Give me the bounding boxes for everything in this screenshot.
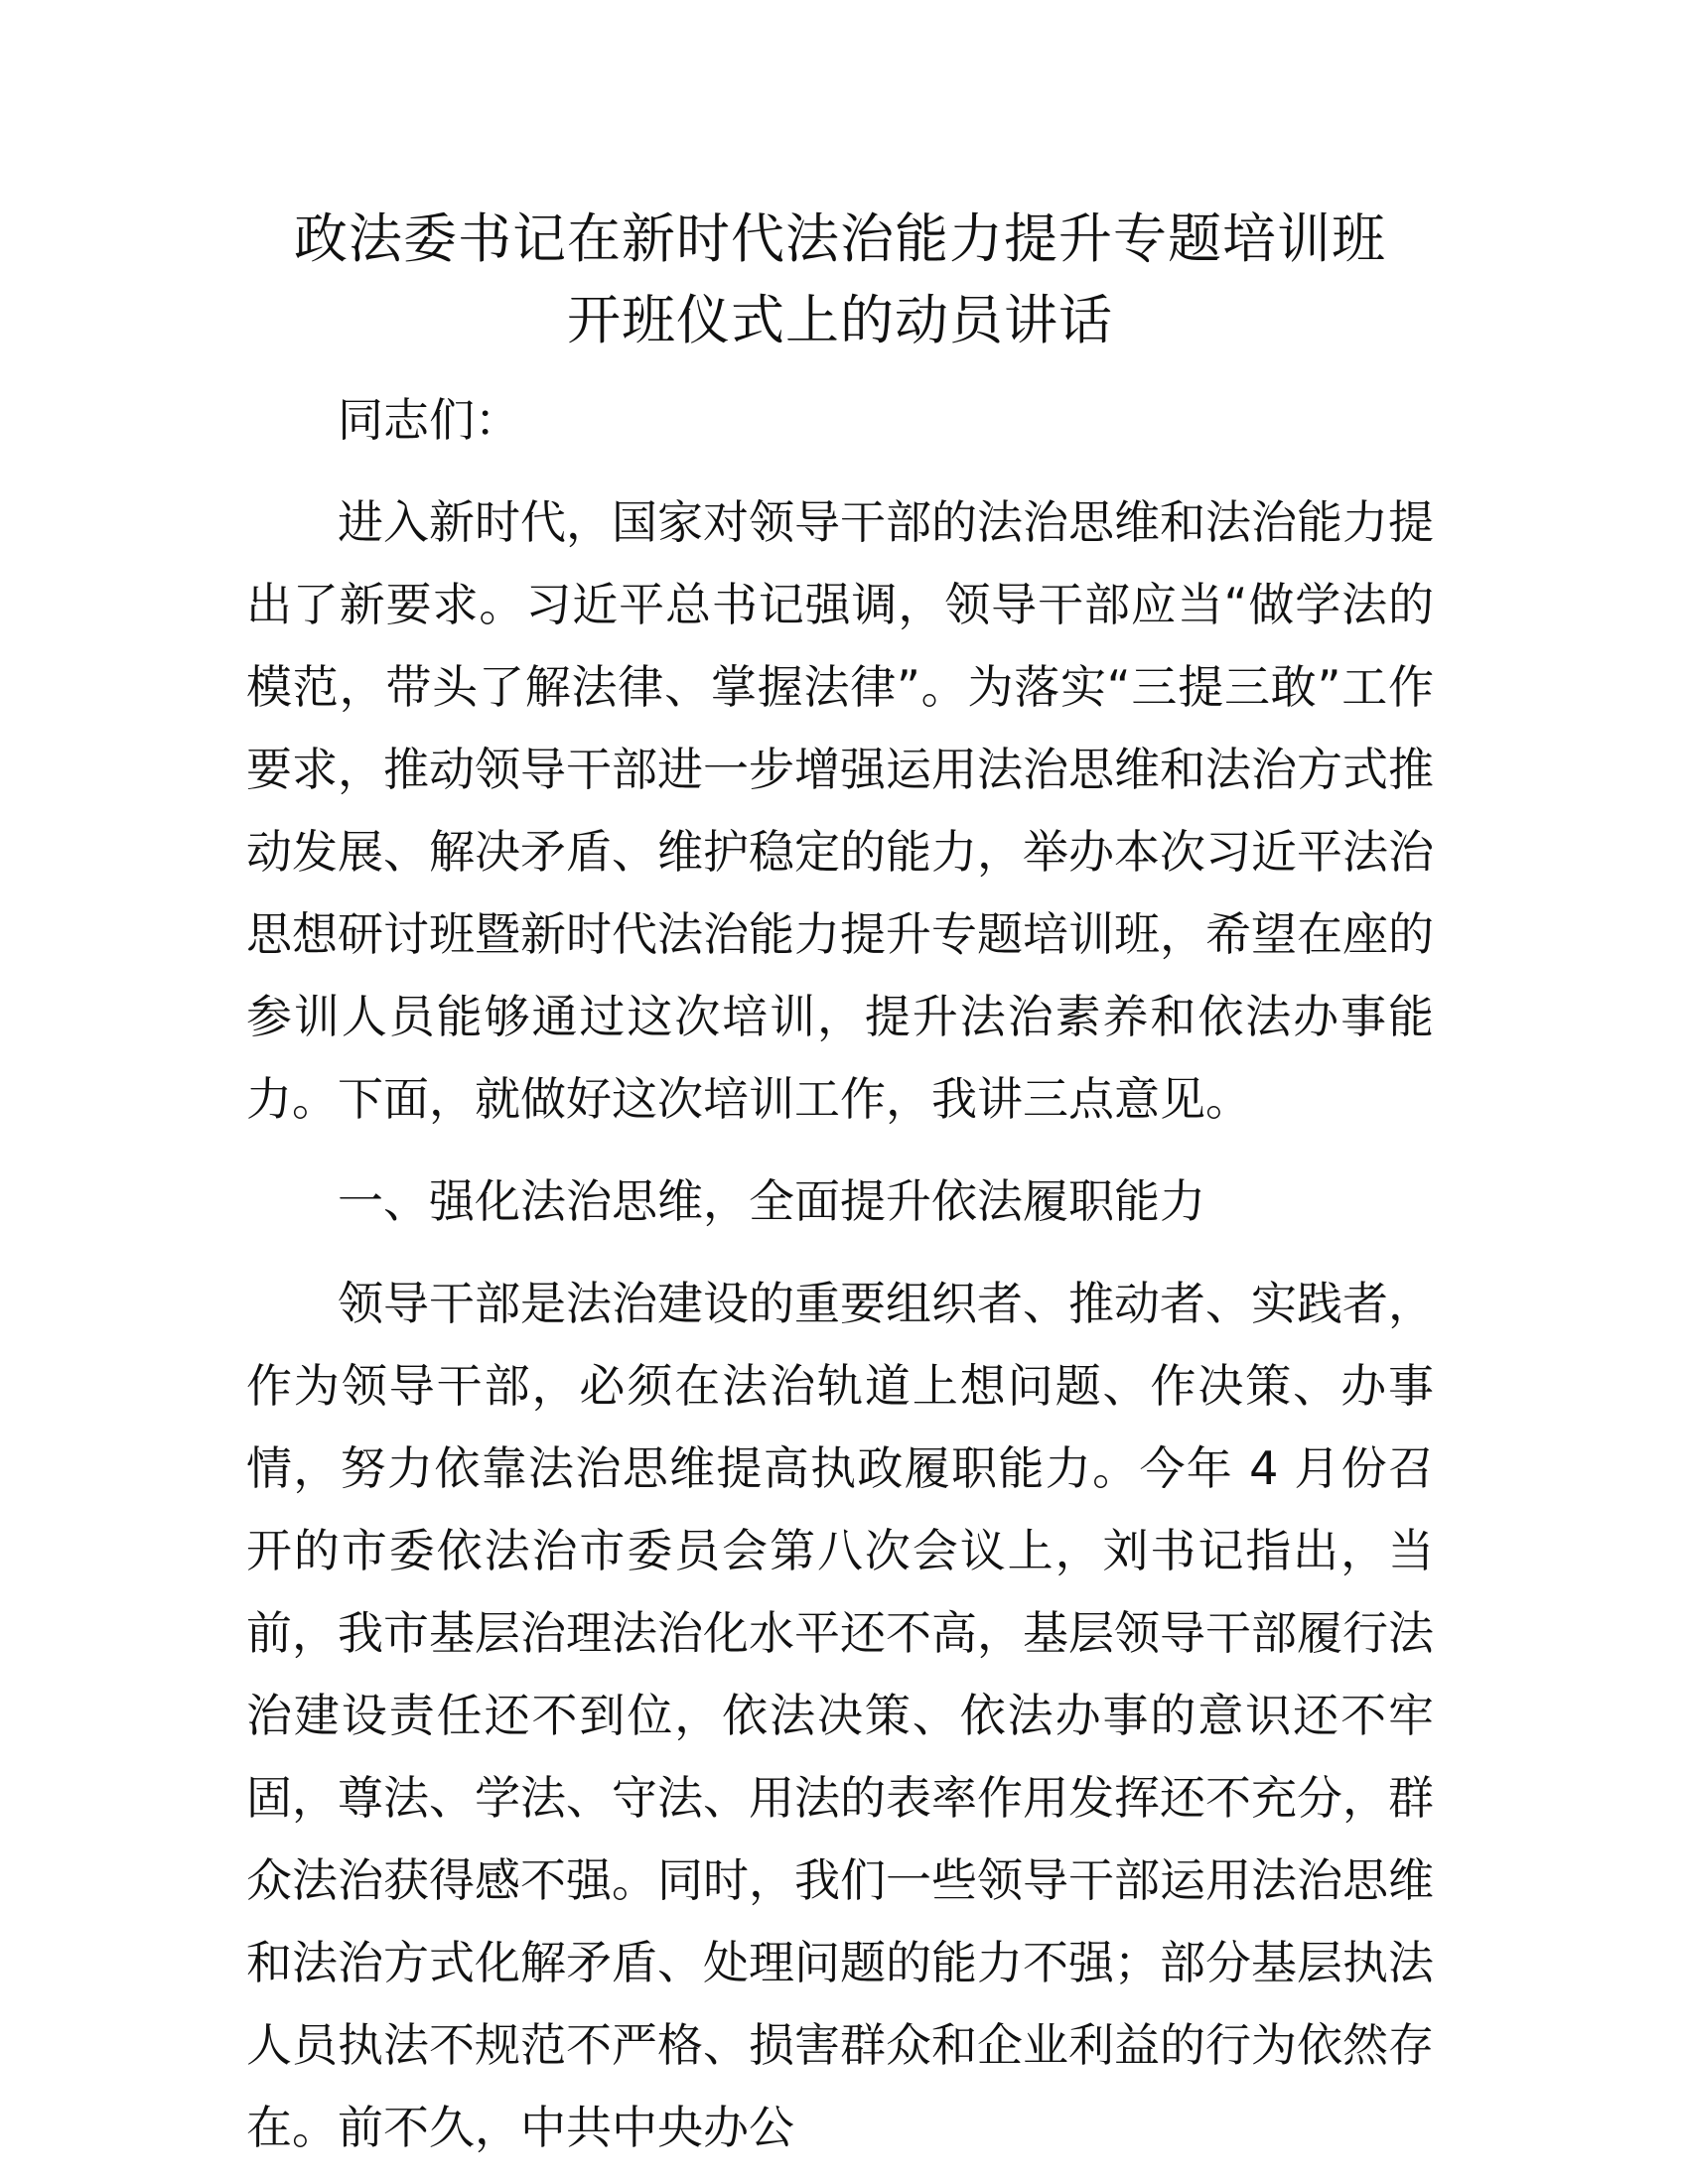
- document-title: [246, 199, 1434, 361]
- title-line-1: 政法委书记在新时代法治能力提升专题培训班: [294, 207, 1386, 270]
- section-heading-1: 一、强化法治思维，全面提升依法履职能力: [338, 1174, 1205, 1228]
- title-line-2: 开班仪式上的动员讲话: [567, 289, 1113, 351]
- greeting: 同志们：: [338, 393, 520, 447]
- section-1-paragraph: 领导干部是法治建设的重要组织者、推动者、实践者，作为领导干部，必须在法治轨道上想问题、作决策、办事情，努力依靠法治思维提高执政履职能力。今年 4 月份召开的市委依法治市委员会第八次会议上，刘书记指出，当前，我市基层治理法治化水平还不高，基层领导干部履行法治建设责任还不到位，依法决策、依法办事的意识还不牢固，尊法、学法、守法、用法的表率作用发挥还不充分，群众法治获得感不强。同时，我们一些领导干部运用法治思维和法治方式化解矛盾、处理问题的能力不强；部分基层执法人员执法不规范不严格、损害群众和企业利益的行为依然存在。前不久，中共中央办公: [246, 1277, 1434, 2154]
- intro-paragraph: 进入新时代，国家对领导干部的法治思维和法治能力提出了新要求。习近平总书记强调，领导干部应当“做学法的模范，带头了解法律、掌握法律”。为落实“三提三敢”工作要求，推动领导干部进一步增强运用法治思维和法治方式推动发展、解决矛盾、维护稳定的能力，举办本次习近平法治思想研讨班暨新时代法治能力提升专题培训班，希望在座的参训人员能够通过这次培训，提升法治素养和依法办事能力。下面，就做好这次培训工作，我讲三点意见。: [246, 495, 1434, 1126]
- document-page: [246, 199, 1434, 2169]
